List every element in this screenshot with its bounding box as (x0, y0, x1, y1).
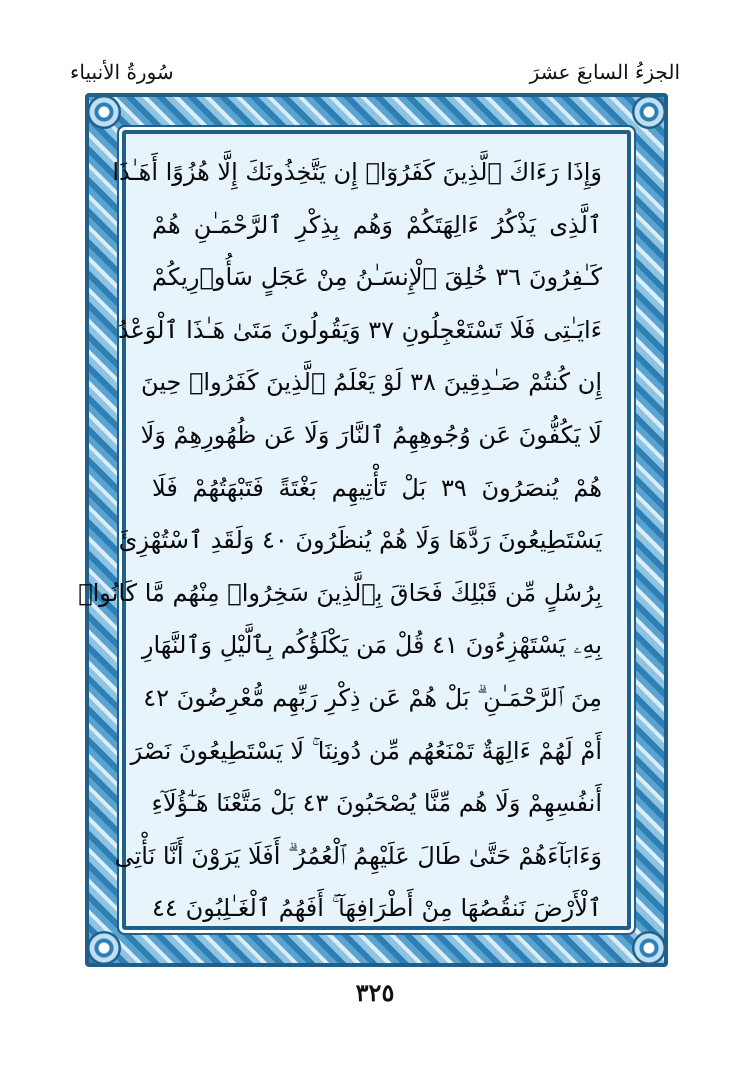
page-number: ٣٢٥ (355, 978, 395, 1007)
corner-ornament-icon (87, 931, 121, 965)
text-line: أَنفُسِهِمْ وَلَا هُم مِّنَّا يُصْحَبُونَ ٤٣ بَلْ مَتَّعْنَا هَـٰٓؤُلَآءِ (151, 789, 602, 818)
corner-ornament-icon (632, 931, 666, 965)
juz-title: الجزءُ السابعَ عشرَ (529, 60, 680, 84)
text-line: بِرُسُلٍ مِّن قَبْلِكَ فَحَاقَ بِٱلَّذِينَ سَخِرُوا۟ مِنْهُم مَّا كَانُوا۟ (78, 578, 602, 607)
text-line: إِن كُنتُمْ صَـٰدِقِينَ ٣٨ لَوْ يَعْلَمُ ٱلَّذِينَ كَفَرُوا۟ حِينَ (141, 368, 602, 397)
text-line: ٱلْأَرْضَ نَنقُصُهَا مِنْ أَطْرَافِهَآ ۚ أَفَهُمُ ٱلْغَـٰلِبُونَ ٤٤ (152, 894, 602, 923)
surah-title: سُورةُ الأنبياء (70, 60, 174, 84)
text-line: وَإِذَا رَءَاكَ ٱلَّذِينَ كَفَرُوٓا۟ إِن يَتَّخِذُونَكَ إِلَّا هُزُوًا أَهَـٰذَا (112, 158, 602, 186)
text-line: هُمْ يُنصَرُونَ ٣٩ بَلْ تَأْتِيهِم بَغْتَةً فَتَبْهَتُهُمْ فَلَا (152, 473, 603, 502)
quran-text (78, 146, 603, 936)
text-line: وَءَابَآءَهُمْ حَتَّىٰ طَالَ عَلَيْهِمُ ٱلْعُمُرُ ۗ أَفَلَا يَرَوْنَ أَنَّا نَأْتِى (114, 841, 602, 870)
text-line: ءَايَـٰتِى فَلَا تَسْتَعْجِلُونِ ٣٧ وَيَقُولُونَ مَتَىٰ هَـٰذَا ٱلْوَعْدُ (117, 315, 602, 344)
text-line: ٱلَّذِى يَذْكُرُ ءَالِهَتَكُمْ وَهُم بِذِكْرِ ٱلرَّحْمَـٰنِ هُمْ (152, 210, 602, 239)
text-line: بِهِۦ يَسْتَهْزِءُونَ ٤١ قُلْ مَن يَكْلَؤُكُم بِٱلَّيْلِ وَٱلنَّهَارِ (141, 631, 602, 660)
text-line: مِنَ ٱلرَّحْمَـٰنِ ۗ بَلْ هُمْ عَن ذِكْرِ رَبِّهِم مُّعْرِضُونَ ٤٢ (143, 683, 602, 712)
text-line: كَـٰفِرُونَ ٣٦ خُلِقَ ٱلْإِنسَـٰنُ مِنْ عَجَلٍ سَأُو۟رِيكُمْ (152, 263, 602, 292)
text-line: يَسْتَطِيعُونَ رَدَّهَا وَلَا هُمْ يُنظَرُونَ ٤٠ وَلَقَدِ ٱسْتُهْزِئَ (118, 526, 602, 555)
text-line: لَا يَكُفُّونَ عَن وُجُوهِهِمُ ٱلنَّارَ وَلَا عَن ظُهُورِهِمْ وَلَا (140, 420, 602, 449)
corner-ornament-icon (632, 95, 666, 129)
corner-ornament-icon (87, 95, 121, 129)
page-header (70, 50, 680, 94)
text-line: أَمْ لَهُمْ ءَالِهَةٌ تَمْنَعُهُم مِّن دُونِنَا ۚ لَا يَسْتَطِيعُونَ نَصْرَ (130, 736, 602, 765)
